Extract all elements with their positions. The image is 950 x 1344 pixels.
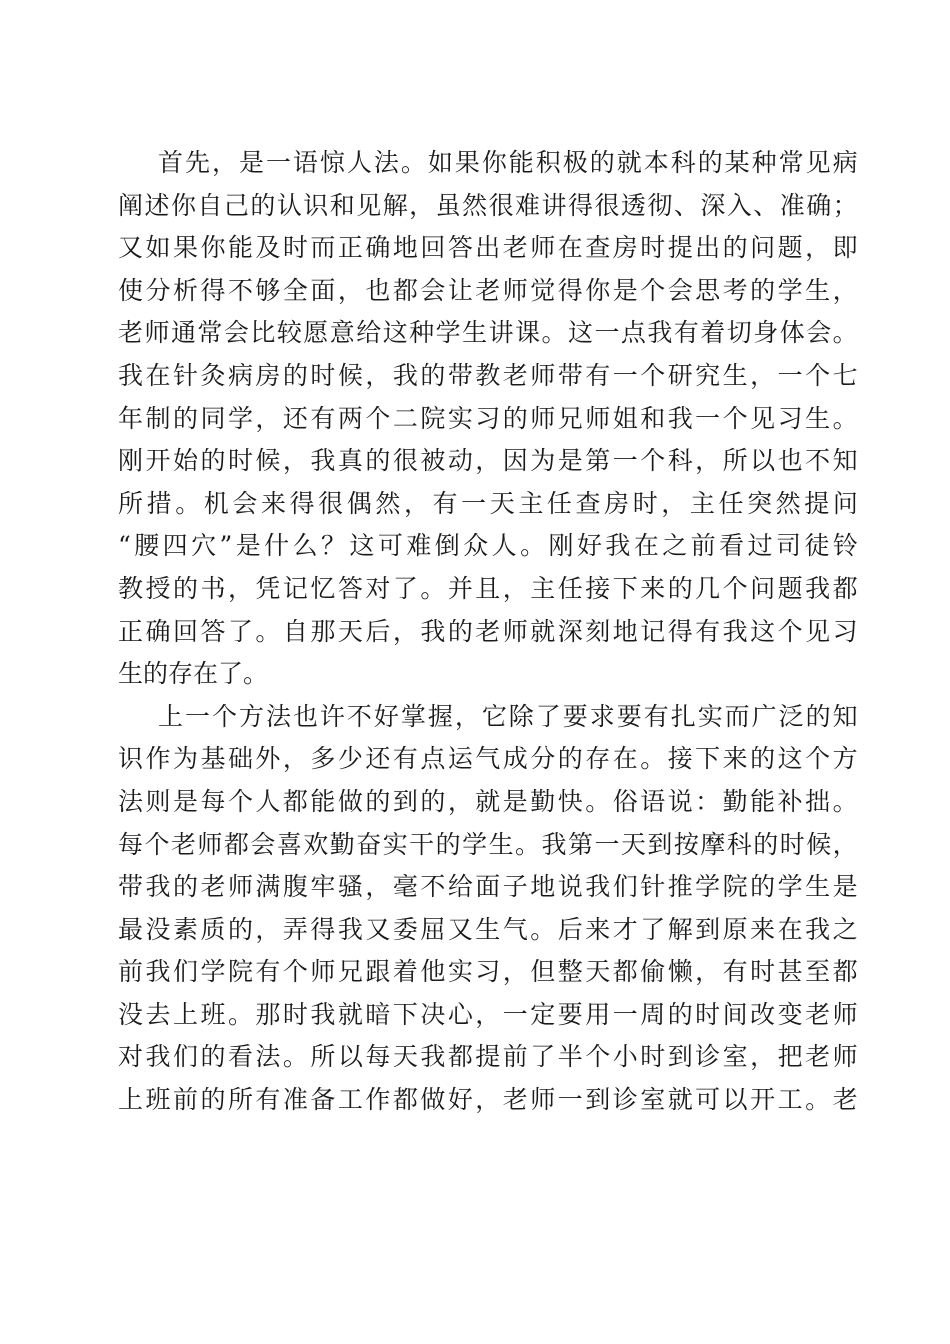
paragraph-1-line: 首 先 ， 是 一 语 惊 人 法 。 如 果 你 能 积 极 的 就 本 科 的 某 种 常 见 病 [158, 148, 858, 177]
paragraph-1-line: 所 措 。 机 会 来 得 很 偶 然 ， 有 一 天 主 任 查 房 时 ， 主 任 突 然 提 问 [118, 488, 858, 518]
paragraph-2-line: 法 则 是 每 个 人 都 能 做 的 到 的 ， 就 是 勤 快 。 俗 语 说 ： 勤 能 补 拙 。 [118, 786, 858, 816]
paragraph-2-line: 上 一 个 方 法 也 许 不 好 掌 握 ， 它 除 了 要 求 要 有 扎 实 而 广 泛 的 知 [158, 701, 858, 731]
paragraph-1-line: 刚 开 始 的 时 候 ， 我 真 的 很 被 动 ， 因 为 是 第 一 个 科 ， 所 以 也 不 知 [118, 446, 858, 476]
paragraph-1-line: 年 制 的 同 学 ， 还 有 两 个 二 院 实 习 的 师 兄 师 姐 和 我 一 个 见 习 生 。 [118, 403, 858, 433]
paragraph-1-line: 又 如 果 你 能 及 时 而 正 确 地 回 答 出 老 师 在 查 房 时 提 出 的 问 题 ， 即 [118, 233, 858, 263]
paragraph-1-line: 我 在 针 灸 病 房 的 时 候 ， 我 的 带 教 老 师 带 有 一 个 研 究 生 ， 一 个 七 [118, 360, 858, 390]
paragraph-2-line: 对 我 们 的 看 法 。 所 以 每 天 我 都 提 前 了 半 个 小 时 到 诊 室 ， 把 老 师 [118, 1042, 858, 1072]
paragraph-1-line: 教 授 的 书 ， 凭 记 忆 答 对 了 。 并 且 ， 主 任 接 下 来 的 几 个 问 题 我 都 [118, 573, 858, 603]
paragraph-2-line: 没 去 上 班 。 那 时 我 就 暗 下 决 心 ， 一 定 要 用 一 周 的 时 间 改 变 老 师 [118, 999, 858, 1029]
paragraph-2-line: 每 个 老 师 都 会 喜 欢 勤 奋 实 干 的 学 生 。 我 第 一 天 到 按 摩 科 的 时 候 ， [118, 829, 858, 859]
paragraph-1-line: “ 腰 四 穴 ” 是 什 么 ？ 这 可 难 倒 众 人 。 刚 好 我 在 之 前 看 过 司 徒 铃 [118, 531, 858, 561]
paragraph-1-line: 生的存在了。 [118, 659, 269, 689]
paragraph-2-line: 最 没 素 质 的 ， 弄 得 我 又 委 屈 又 生 气 。 后 来 才 了 解 到 原 来 在 我 之 [118, 914, 858, 944]
paragraph-2-line: 带 我 的 老 师 满 腹 牢 骚 ， 毫 不 给 面 子 地 说 我 们 针 推 学 院 的 学 生 是 [118, 872, 858, 902]
body-text [118, 142, 858, 1122]
paragraph-1-line: 使 分 析 得 不 够 全 面 ， 也 都 会 让 老 师 觉 得 你 是 个 会 思 考 的 学 生 ， [118, 275, 858, 305]
paragraph-2-line: 识 作 为 基 础 外 ， 多 少 还 有 点 运 气 成 分 的 存 在 。 接 下 来 的 这 个 方 [118, 744, 858, 774]
paragraph-1-line: 阐 述 你 自 己 的 认 识 和 见 解 ， 虽 然 很 难 讲 得 很 透 彻 、 深 入 、 准 确 ； [118, 190, 858, 220]
paragraph-2-line: 上 班 前 的 所 有 准 备 工 作 都 做 好 ， 老 师 一 到 诊 室 就 可 以 开 工 。 老 [118, 1085, 858, 1115]
paragraph-1-line: 正 确 回 答 了 。 自 那 天 后 ， 我 的 老 师 就 深 刻 地 记 得 有 我 这 个 见 习 [118, 616, 858, 646]
paragraph-2-line: 前 我 们 学 院 有 个 师 兄 跟 着 他 实 习 ， 但 整 天 都 偷 懒 ， 有 时 甚 至 都 [118, 957, 858, 987]
paragraph-1-line: 老 师 通 常 会 比 较 愿 意 给 这 种 学 生 讲 课 。 这 一 点 我 有 着 切 身 体 会 。 [118, 318, 858, 348]
